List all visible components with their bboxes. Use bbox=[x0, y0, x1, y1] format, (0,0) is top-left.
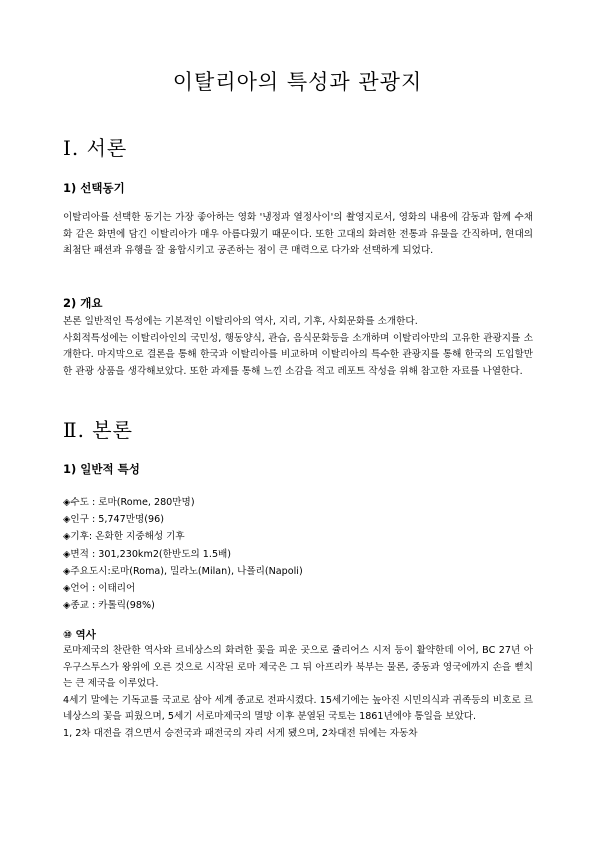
section-heading-main: Ⅱ. 본론 bbox=[63, 418, 133, 442]
fact-item-area: ◈면적 : 301,230km2(한반도의 1.5배) bbox=[63, 548, 232, 560]
fact-item-language: ◈언어 : 이태리어 bbox=[63, 583, 136, 595]
facts-list bbox=[63, 494, 303, 614]
motivation-text: 이탈리아를 선택한 동기는 가장 좋아하는 영화 '냉정과 열정사이'의 촬영지로서, 영화의 내용에 감동과 함께 수채화 같은 화면에 담긴 이탈리아가 매우 아름다웠기 때문이다. 또한 고대의 화려한 전통과 유물을 간직하며, 현대의 최첨단 패션과 유행을 잘 융합시키고 공존하는 점이 큰 매력으로 다가와 선택하게 되었다. bbox=[63, 212, 533, 256]
overview-line: 사회적특성에는 이탈리아인의 국민성, 행동양식, 관습, 음식문화등을 소개하며 이탈리아만의 고유한 관광지를 소개한다. 마지막으로 결론을 통해 한국과 이탈리아를 비교하며 이탈리아의 특수한 관광지를 통해 한국의 도입할만한 관광 상품을 생각해보았다. 또한 과제를 통해 느낀 소감을 적고 레포트 작성을 위해 참고한 자료를 나열한다. bbox=[63, 332, 533, 377]
history-text: 1, 2차 대전을 겪으면서 승전국과 패전국의 자리 서게 됐으며, 2차대전 뒤에는 자동차 bbox=[63, 727, 418, 739]
subheading-history: ⑩ 역사 bbox=[63, 629, 96, 641]
fact-item-population: ◈인구 : 5,747만명(96) bbox=[63, 514, 164, 526]
subheading-general-features: 1) 일반적 특성 bbox=[63, 462, 140, 476]
overview-line: 본론 일반적인 특성에는 기본적인 이탈리아의 역사, 지리, 기후, 사회문화를 소개한다. bbox=[63, 316, 418, 327]
motivation-paragraph bbox=[63, 210, 533, 260]
history-paragraph bbox=[63, 643, 533, 742]
history-text: 로마제국의 찬란한 역사와 르네상스의 화려한 꽃을 피운 곳으로 쥴리어스 시저 등이 활약한데 이어, BC 27년 아우구스투스가 왕위에 오른 것으로 시작된 로마 제국은 그 뒤 아프리카 북부는 물론, 중동과 영국에까지 손을 뻗치는 큰 제국을 이루었다. bbox=[63, 645, 533, 689]
history-text: 4세기 말에는 기독교를 국교로 삼아 세계 종교로 전파시켰다. 15세기에는 높아진 시민의식과 귀족등의 비호로 르네상스의 꽃을 피웠으며, 5세기 서로마제국의 멸망 이후 분열된 국토는 1861년에야 통일을 보았다. bbox=[63, 694, 533, 722]
fact-item-climate: ◈기후: 온화한 지중해성 기후 bbox=[63, 531, 185, 543]
section-heading-introduction: Ⅰ. 서론 bbox=[63, 136, 128, 160]
fact-item-cities: ◈주요도시:로마(Roma), 밀라노(Milan), 나폴리(Napoli) bbox=[63, 565, 303, 577]
document-title: 이탈리아의 특성과 관광지 bbox=[172, 70, 423, 94]
fact-item-religion: ◈종교 : 카톨릭(98%) bbox=[63, 600, 155, 612]
subheading-overview: 2) 개요 bbox=[63, 296, 103, 310]
fact-item-capital: ◈수도 : 로마(Rome, 280만명) bbox=[63, 497, 195, 508]
subheading-motivation: 1) 선택동기 bbox=[63, 181, 125, 195]
overview-paragraph bbox=[63, 314, 533, 380]
